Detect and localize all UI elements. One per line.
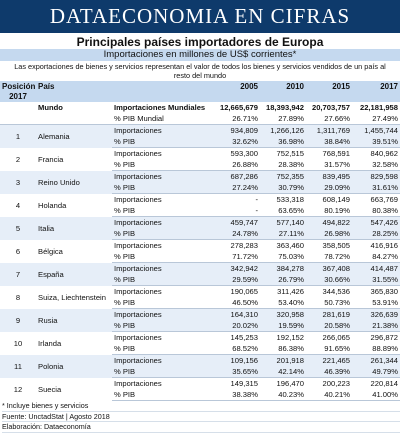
pib-value: 78.72% bbox=[306, 251, 352, 263]
rank-cell: 9 bbox=[0, 309, 36, 332]
metric-label: Importaciones bbox=[112, 125, 214, 137]
metric-label: Importaciones bbox=[112, 263, 214, 275]
metric-label: Importaciones bbox=[112, 378, 214, 390]
pib-value: 28.38% bbox=[260, 159, 306, 171]
pib-value: 38.38% bbox=[214, 389, 260, 401]
header-year: 2005 bbox=[214, 81, 260, 92]
import-value: 278,283 bbox=[214, 240, 260, 252]
pib-value: 30.66% bbox=[306, 274, 352, 286]
mundo-value: 12,665,679 bbox=[214, 102, 260, 113]
rank-cell: 2 bbox=[0, 148, 36, 171]
import-value: 752,355 bbox=[260, 171, 306, 183]
header-posicion: Posición 2017 bbox=[2, 81, 36, 101]
import-value: 384,278 bbox=[260, 263, 306, 275]
rank-cell: 5 bbox=[0, 217, 36, 240]
import-value: 839,495 bbox=[306, 171, 352, 183]
country-cell: Irlanda bbox=[36, 332, 112, 355]
import-value: 201,918 bbox=[260, 355, 306, 367]
pib-value: 29.59% bbox=[214, 274, 260, 286]
pib-value: 80.19% bbox=[306, 205, 352, 217]
import-value: 768,591 bbox=[306, 148, 352, 160]
pib-value: 53.40% bbox=[260, 297, 306, 309]
footer-credit: Elaboración: Dataeconomía bbox=[2, 422, 400, 433]
import-value: 663,769 bbox=[352, 194, 400, 206]
pib-value: 27.11% bbox=[260, 228, 306, 240]
import-value: 414,487 bbox=[352, 263, 400, 275]
import-value: 752,515 bbox=[260, 148, 306, 160]
import-value: 192,152 bbox=[260, 332, 306, 344]
pib-value: 53.91% bbox=[352, 297, 400, 309]
mundo-pct-label: % PIB Mundial bbox=[112, 113, 214, 125]
pib-value: 31.61% bbox=[352, 182, 400, 194]
country-cell: Rusia bbox=[36, 309, 112, 332]
import-value: 533,318 bbox=[260, 194, 306, 206]
pib-value: 31.57% bbox=[306, 159, 352, 171]
import-value: 311,426 bbox=[260, 286, 306, 298]
country-cell: Francia bbox=[36, 148, 112, 171]
metric-label: Importaciones bbox=[112, 148, 214, 160]
pib-value: 19.59% bbox=[260, 320, 306, 332]
country-cell: Holanda bbox=[36, 194, 112, 217]
import-value: 459,747 bbox=[214, 217, 260, 229]
metric-label: Importaciones bbox=[112, 171, 214, 183]
import-value: 1,455,744 bbox=[352, 125, 400, 137]
pib-value: 84.27% bbox=[352, 251, 400, 263]
import-value: 593,300 bbox=[214, 148, 260, 160]
import-value: 342,942 bbox=[214, 263, 260, 275]
import-value: 220,814 bbox=[352, 378, 400, 390]
pib-value: 36.98% bbox=[260, 136, 306, 148]
import-value: 1,266,126 bbox=[260, 125, 306, 137]
header-pais: País bbox=[36, 81, 112, 92]
pib-value: 75.03% bbox=[260, 251, 306, 263]
rank-cell: 3 bbox=[0, 171, 36, 194]
pib-value: 68.52% bbox=[214, 343, 260, 355]
metric-label: Importaciones bbox=[112, 286, 214, 298]
import-value: 320,958 bbox=[260, 309, 306, 321]
country-cell: España bbox=[36, 263, 112, 286]
metric-label: % PIB bbox=[112, 228, 214, 240]
rank-cell: 6 bbox=[0, 240, 36, 263]
import-value: 840,962 bbox=[352, 148, 400, 160]
import-value: 416,916 bbox=[352, 240, 400, 252]
metric-label: % PIB bbox=[112, 205, 214, 217]
import-value: 363,460 bbox=[260, 240, 306, 252]
pib-value: 31.55% bbox=[352, 274, 400, 286]
import-value: 145,253 bbox=[214, 332, 260, 344]
import-value: 281,619 bbox=[306, 309, 352, 321]
metric-label: Importaciones bbox=[112, 240, 214, 252]
table-row bbox=[0, 125, 400, 137]
table-row bbox=[0, 194, 400, 206]
page-title: Principales países importadores de Europa bbox=[76, 35, 324, 49]
pib-value: 32.58% bbox=[352, 159, 400, 171]
import-value: 934,809 bbox=[214, 125, 260, 137]
footer-note: * Incluye bienes y servicios bbox=[2, 401, 400, 412]
pib-value: 91.65% bbox=[306, 343, 352, 355]
import-value: 494,822 bbox=[306, 217, 352, 229]
import-value: 1,311,769 bbox=[306, 125, 352, 137]
import-value: 577,140 bbox=[260, 217, 306, 229]
country-cell: Alemania bbox=[36, 125, 112, 148]
table-row bbox=[0, 332, 400, 344]
pib-value: 46.50% bbox=[214, 297, 260, 309]
rank-cell: 10 bbox=[0, 332, 36, 355]
import-value: 547,426 bbox=[352, 217, 400, 229]
import-value: 221,465 bbox=[306, 355, 352, 367]
footer-source: Fuente: UnctadStat | Agosto 2018 bbox=[2, 412, 400, 423]
rank-cell: 11 bbox=[0, 355, 36, 378]
country-cell: Italia bbox=[36, 217, 112, 240]
pib-value: 40.21% bbox=[306, 389, 352, 401]
mundo-label: Importaciones Mundiales bbox=[112, 102, 214, 113]
pib-value: 38.84% bbox=[306, 136, 352, 148]
country-cell: Reino Unido bbox=[36, 171, 112, 194]
import-value: 296,872 bbox=[352, 332, 400, 344]
table-row bbox=[0, 263, 400, 275]
import-value: 200,223 bbox=[306, 378, 352, 390]
import-value: 109,156 bbox=[214, 355, 260, 367]
import-value: 358,505 bbox=[306, 240, 352, 252]
table-row bbox=[0, 240, 400, 252]
rank-cell: 4 bbox=[0, 194, 36, 217]
mundo-pct-value: 27.66% bbox=[306, 113, 352, 125]
mundo-value: 18,393,942 bbox=[260, 102, 306, 113]
table-row bbox=[0, 171, 400, 183]
table-row bbox=[0, 286, 400, 298]
importers-table bbox=[0, 81, 400, 401]
import-value: 829,598 bbox=[352, 171, 400, 183]
pib-value: 49.79% bbox=[352, 366, 400, 378]
import-value: - bbox=[214, 194, 260, 206]
import-value: 149,315 bbox=[214, 378, 260, 390]
rank-cell: 12 bbox=[0, 378, 36, 401]
import-value: 367,408 bbox=[306, 263, 352, 275]
table-row bbox=[0, 378, 400, 390]
pib-value: 86.38% bbox=[260, 343, 306, 355]
rank-cell: 7 bbox=[0, 263, 36, 286]
table-body bbox=[0, 102, 400, 401]
footer bbox=[0, 401, 400, 433]
pib-value: 39.51% bbox=[352, 136, 400, 148]
mundo-pct-value: 27.89% bbox=[260, 113, 306, 125]
metric-label: % PIB bbox=[112, 274, 214, 286]
metric-label: % PIB bbox=[112, 182, 214, 194]
pib-value: 88.89% bbox=[352, 343, 400, 355]
table-row bbox=[0, 148, 400, 160]
import-value: 196,470 bbox=[260, 378, 306, 390]
import-value: 365,830 bbox=[352, 286, 400, 298]
import-value: 164,310 bbox=[214, 309, 260, 321]
metric-label: Importaciones bbox=[112, 332, 214, 344]
pib-value: 30.79% bbox=[260, 182, 306, 194]
table-row bbox=[0, 309, 400, 321]
pib-value: 28.25% bbox=[352, 228, 400, 240]
metric-label: % PIB bbox=[112, 251, 214, 263]
metric-label: % PIB bbox=[112, 320, 214, 332]
pib-value: 26.98% bbox=[306, 228, 352, 240]
table-row bbox=[0, 355, 400, 367]
metric-label: % PIB bbox=[112, 366, 214, 378]
pib-value: 42.14% bbox=[260, 366, 306, 378]
rank-cell: 1 bbox=[0, 125, 36, 148]
pib-value: 27.24% bbox=[214, 182, 260, 194]
pib-value: 21.38% bbox=[352, 320, 400, 332]
country-cell: Bélgica bbox=[36, 240, 112, 263]
mundo-name: Mundo bbox=[36, 102, 112, 113]
mundo-pct-value: 26.71% bbox=[214, 113, 260, 125]
pib-value: 26.88% bbox=[214, 159, 260, 171]
metric-label: Importaciones bbox=[112, 194, 214, 206]
subtitle: Importaciones en millones de US$ corrientes* bbox=[0, 49, 400, 61]
import-value: 344,536 bbox=[306, 286, 352, 298]
metric-label: % PIB bbox=[112, 159, 214, 171]
header-year: 2010 bbox=[260, 81, 306, 92]
pib-value: 50.73% bbox=[306, 297, 352, 309]
import-value: 261,344 bbox=[352, 355, 400, 367]
table-row bbox=[0, 217, 400, 229]
pib-value: 46.39% bbox=[306, 366, 352, 378]
metric-label: Importaciones bbox=[112, 355, 214, 367]
header-year: 2015 bbox=[306, 81, 352, 92]
pib-value: 63.65% bbox=[260, 205, 306, 217]
country-cell: Suiza, Liechtenstein bbox=[36, 286, 112, 309]
pib-value: 26.79% bbox=[260, 274, 306, 286]
metric-label: % PIB bbox=[112, 136, 214, 148]
mundo-value: 22,181,958 bbox=[352, 102, 400, 113]
pib-value: 20.58% bbox=[306, 320, 352, 332]
pib-value: 24.78% bbox=[214, 228, 260, 240]
metric-label: % PIB bbox=[112, 297, 214, 309]
pib-value: 29.09% bbox=[306, 182, 352, 194]
description-note: Las exportaciones de bienes y servicios representan el valor de todos los bienes y servicios vendidos de un país al resto del mundo bbox=[14, 62, 386, 80]
pib-value: 32.62% bbox=[214, 136, 260, 148]
pib-value: 71.72% bbox=[214, 251, 260, 263]
import-value: 608,149 bbox=[306, 194, 352, 206]
metric-label: Importaciones bbox=[112, 309, 214, 321]
banner-title: DATAECONOMIA EN CIFRAS bbox=[0, 0, 400, 33]
metric-label: % PIB bbox=[112, 343, 214, 355]
import-value: 326,639 bbox=[352, 309, 400, 321]
mundo-pct-value: 27.49% bbox=[352, 113, 400, 125]
pib-value: - bbox=[214, 205, 260, 217]
pib-value: 35.65% bbox=[214, 366, 260, 378]
country-cell: Suecia bbox=[36, 378, 112, 401]
header-year: 2017 bbox=[352, 81, 400, 92]
pib-value: 80.38% bbox=[352, 205, 400, 217]
import-value: 266,065 bbox=[306, 332, 352, 344]
metric-label: Importaciones bbox=[112, 217, 214, 229]
pib-value: 20.02% bbox=[214, 320, 260, 332]
import-value: 190,065 bbox=[214, 286, 260, 298]
rank-cell: 8 bbox=[0, 286, 36, 309]
country-cell: Polonia bbox=[36, 355, 112, 378]
pib-value: 41.00% bbox=[352, 389, 400, 401]
import-value: 687,286 bbox=[214, 171, 260, 183]
mundo-value: 20,703,757 bbox=[306, 102, 352, 113]
pib-value: 40.23% bbox=[260, 389, 306, 401]
metric-label: % PIB bbox=[112, 389, 214, 401]
